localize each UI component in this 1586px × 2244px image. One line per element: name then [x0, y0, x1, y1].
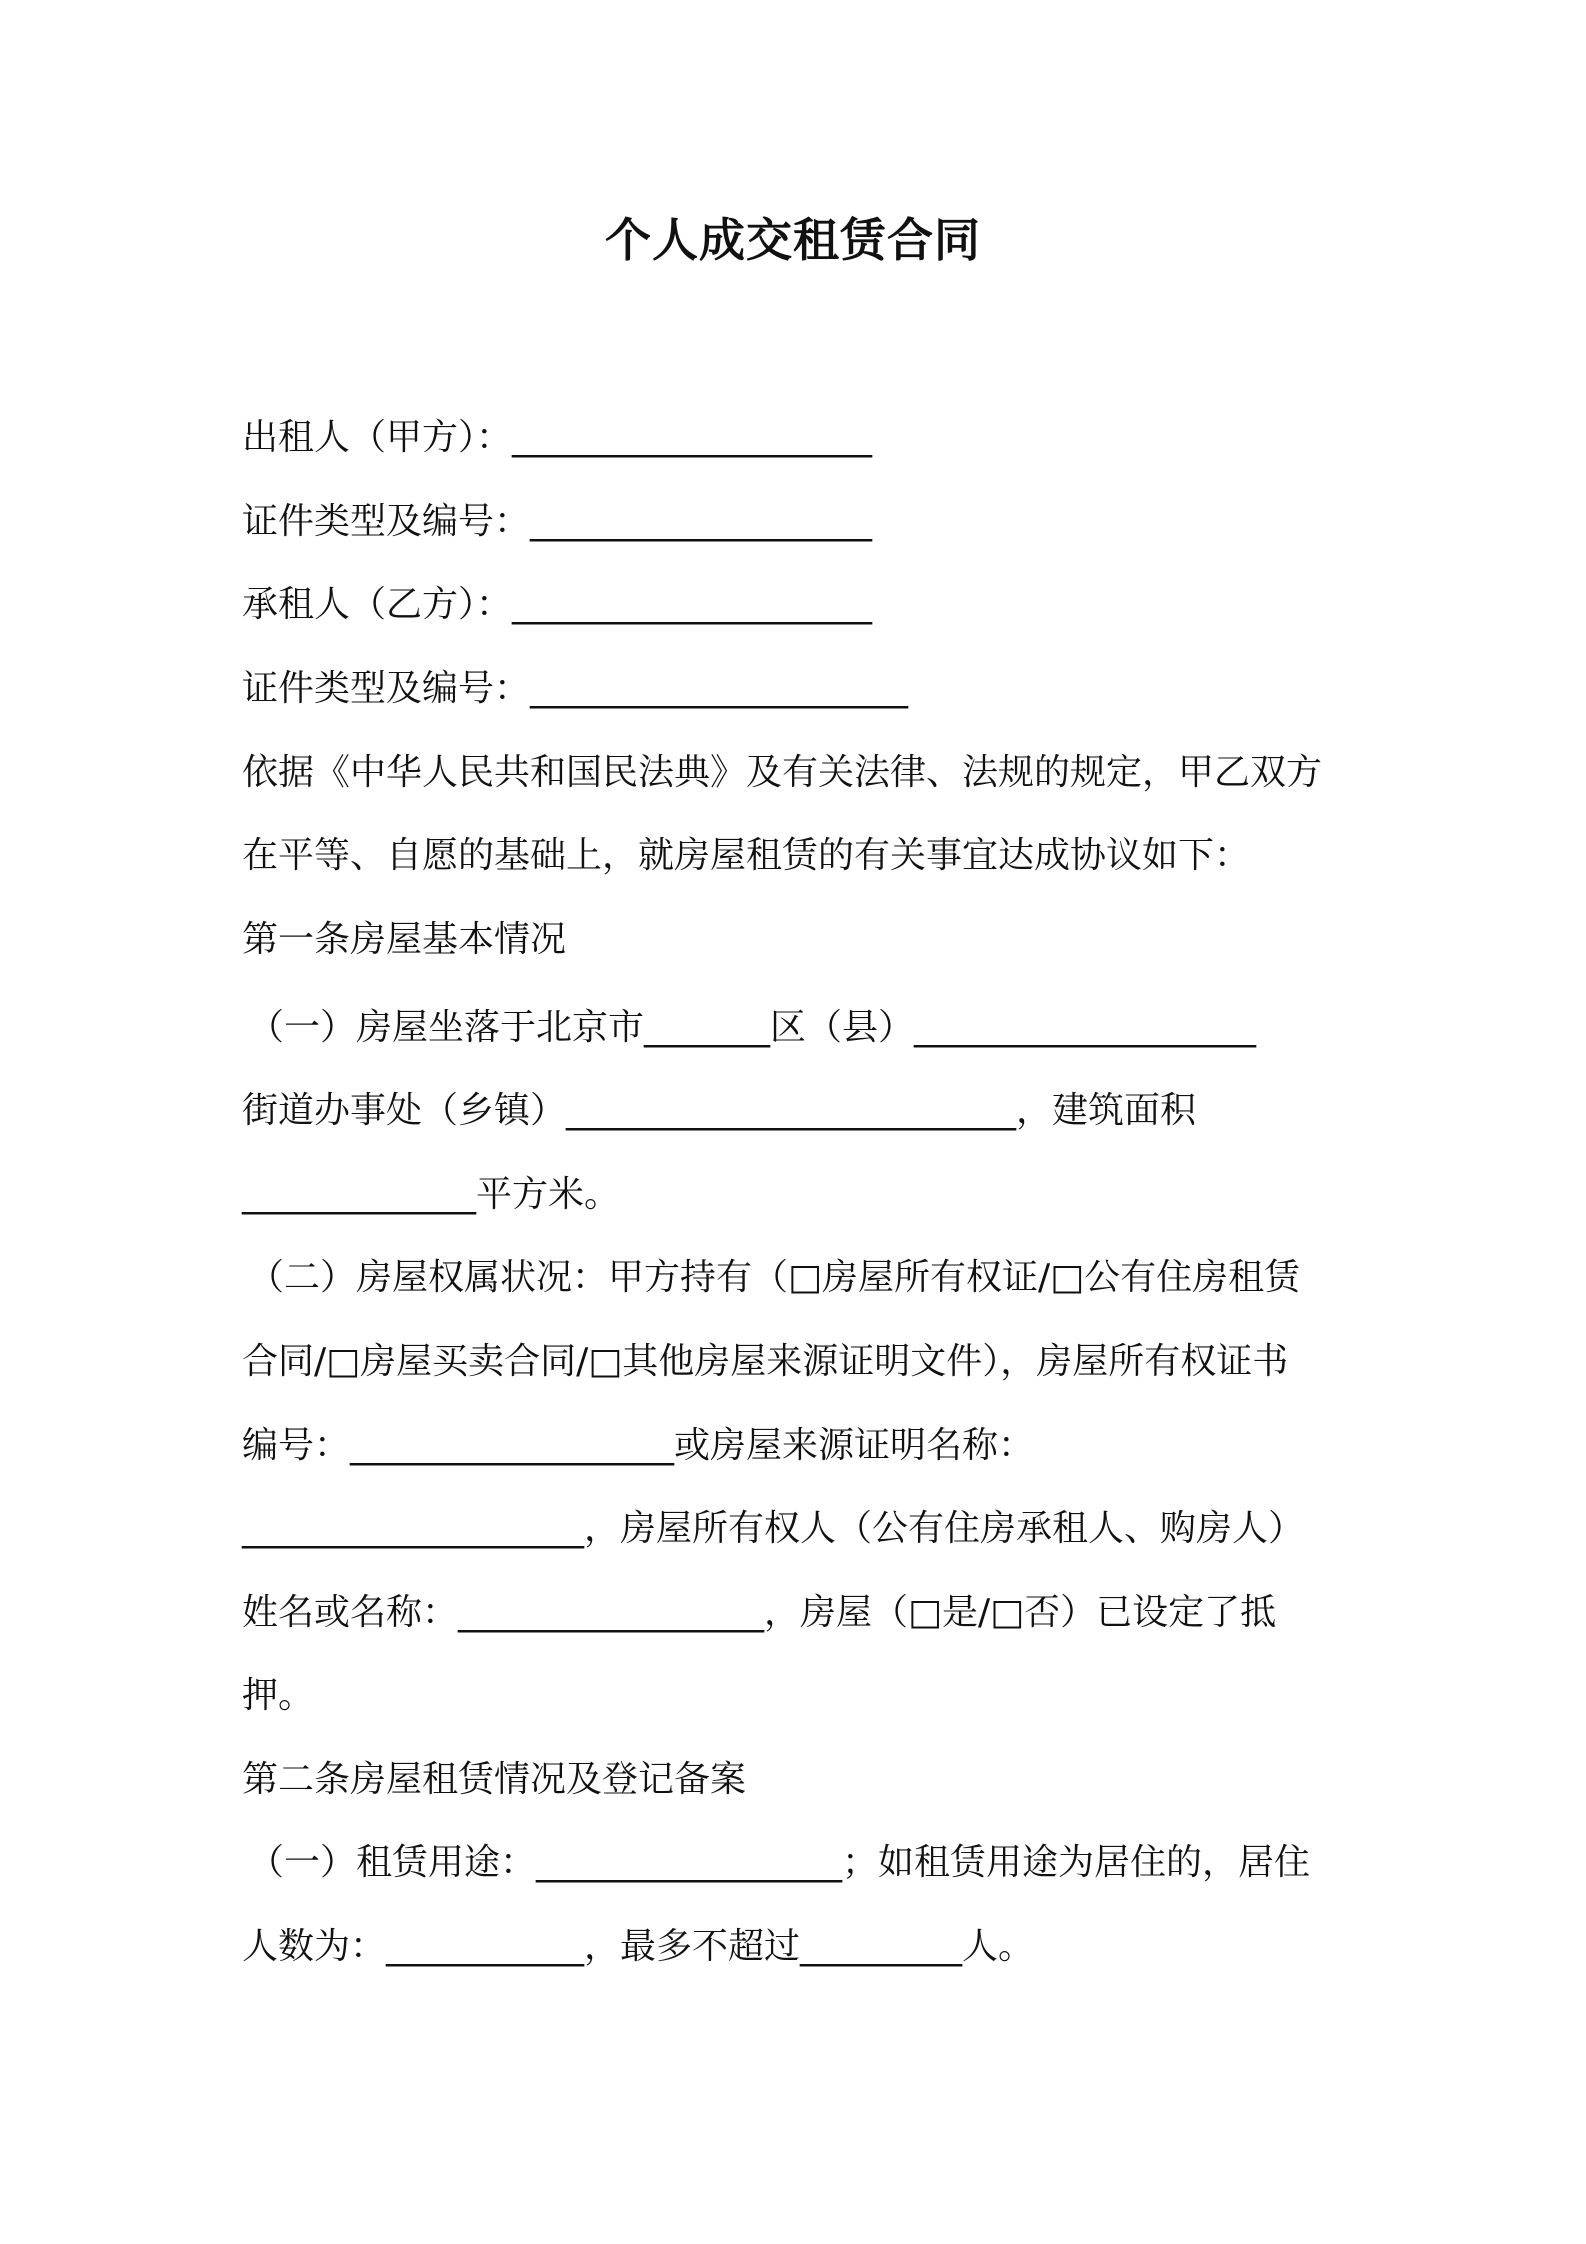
house-area-line: _____________平方米。 [242, 1174, 621, 1215]
article-2-heading: 第二条房屋租赁情况及登记备案 [242, 1759, 747, 1800]
lease-purpose-line-1: （一）租赁用途：_________________；如租赁用途为居住的，居住 [248, 1842, 1311, 1883]
ownership-line-3: 编号：__________________或房屋来源证明名称： [242, 1425, 1035, 1466]
lessor-name-line: 出租人（甲方）：____________________ [242, 417, 873, 458]
ownership-line-1: （二）房屋权属状况：甲方持有（□房屋所有权证/□公有住房租赁 [248, 1257, 1301, 1298]
lessee-id-line: 证件类型及编号：_____________________ [242, 668, 909, 709]
preamble-line-2: 在平等、自愿的基础上，就房屋租赁的有关事宜达成协议如下： [242, 835, 1251, 876]
house-location-line-2: 街道办事处（乡镇）_________________________，建筑面积 [242, 1090, 1197, 1131]
article-1-heading: 第一条房屋基本情况 [242, 919, 567, 960]
ownership-line-5: 姓名或名称：_________________，房屋（□是/□否）已设定了抵 [242, 1592, 1277, 1633]
ownership-line-6: 押。 [242, 1675, 315, 1716]
house-location-line-1: （一）房屋坐落于北京市_______区（县）___________________ [248, 1007, 1257, 1048]
lease-purpose-line-2: 人数为：___________，最多不超过_________人。 [242, 1926, 1035, 1967]
ownership-line-2: 合同/□房屋买卖合同/□其他房屋来源证明文件），房屋所有权证书 [242, 1341, 1289, 1382]
document-title: 个人成交租赁合同 [605, 213, 981, 267]
preamble-line-1: 依据《中华人民共和国民法典》及有关法律、法规的规定，甲乙双方 [242, 752, 1323, 793]
lessee-name-line: 承租人（乙方）：____________________ [242, 584, 873, 625]
ownership-line-4: ___________________，房屋所有权人（公有住房承租人、购房人） [242, 1508, 1305, 1549]
lessor-id-line: 证件类型及编号：___________________ [242, 501, 873, 542]
